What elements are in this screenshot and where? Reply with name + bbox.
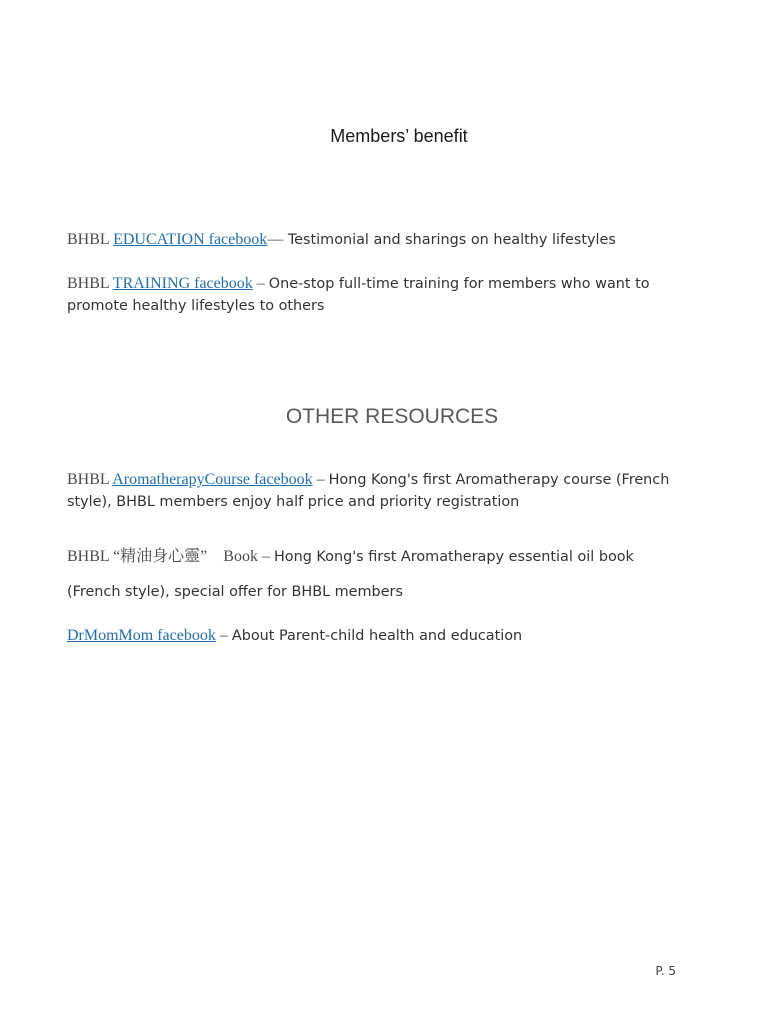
training-prefix: BHBL: [67, 275, 113, 292]
drmommom-separator: –: [215, 627, 232, 644]
aromatherapy-course-paragraph: [67, 469, 707, 513]
drmommom-paragraph: [67, 625, 707, 647]
training-facebook-paragraph: [67, 273, 707, 317]
education-facebook-link[interactable]: EDUCATION facebook: [113, 231, 268, 248]
book-separator: –: [257, 548, 274, 565]
education-prefix: BHBL: [67, 231, 114, 248]
page-number: P. 5: [655, 964, 676, 978]
education-separator: —: [267, 231, 284, 248]
aromatherapy-description: Hong Kong's first Aromatherapy course (French style), BHBL members enjoy half price and priority registration: [67, 472, 670, 510]
training-facebook-link[interactable]: TRAINING facebook: [112, 275, 253, 292]
book-paragraph: [67, 546, 707, 568]
drmommom-facebook-link[interactable]: DrMomMom facebook: [67, 627, 216, 644]
aromatherapy-prefix: BHBL: [67, 471, 113, 488]
book-description: Hong Kong's first Aromatherapy essential oil book: [273, 549, 634, 565]
education-facebook-paragraph: [67, 229, 707, 251]
aromatherapy-course-facebook-link[interactable]: AromatherapyCourse facebook: [112, 471, 313, 488]
education-description: Testimonial and sharings on healthy lifestyles: [283, 232, 616, 248]
training-separator: –: [252, 275, 269, 292]
aromatherapy-separator: –: [312, 471, 329, 488]
book-title: BHBL “精油身心靈” Book: [67, 548, 258, 565]
members-benefit-heading: Members’ benefit: [330, 126, 468, 146]
training-description: One-stop full-time training for members who want to promote healthy lifestyles to others: [67, 276, 650, 314]
other-resources-heading: OTHER RESOURCES: [285, 405, 499, 428]
drmommom-description: About Parent-child health and education: [231, 628, 523, 644]
book-paragraph-line2: (French style), special offer for BHBL members: [67, 584, 403, 600]
